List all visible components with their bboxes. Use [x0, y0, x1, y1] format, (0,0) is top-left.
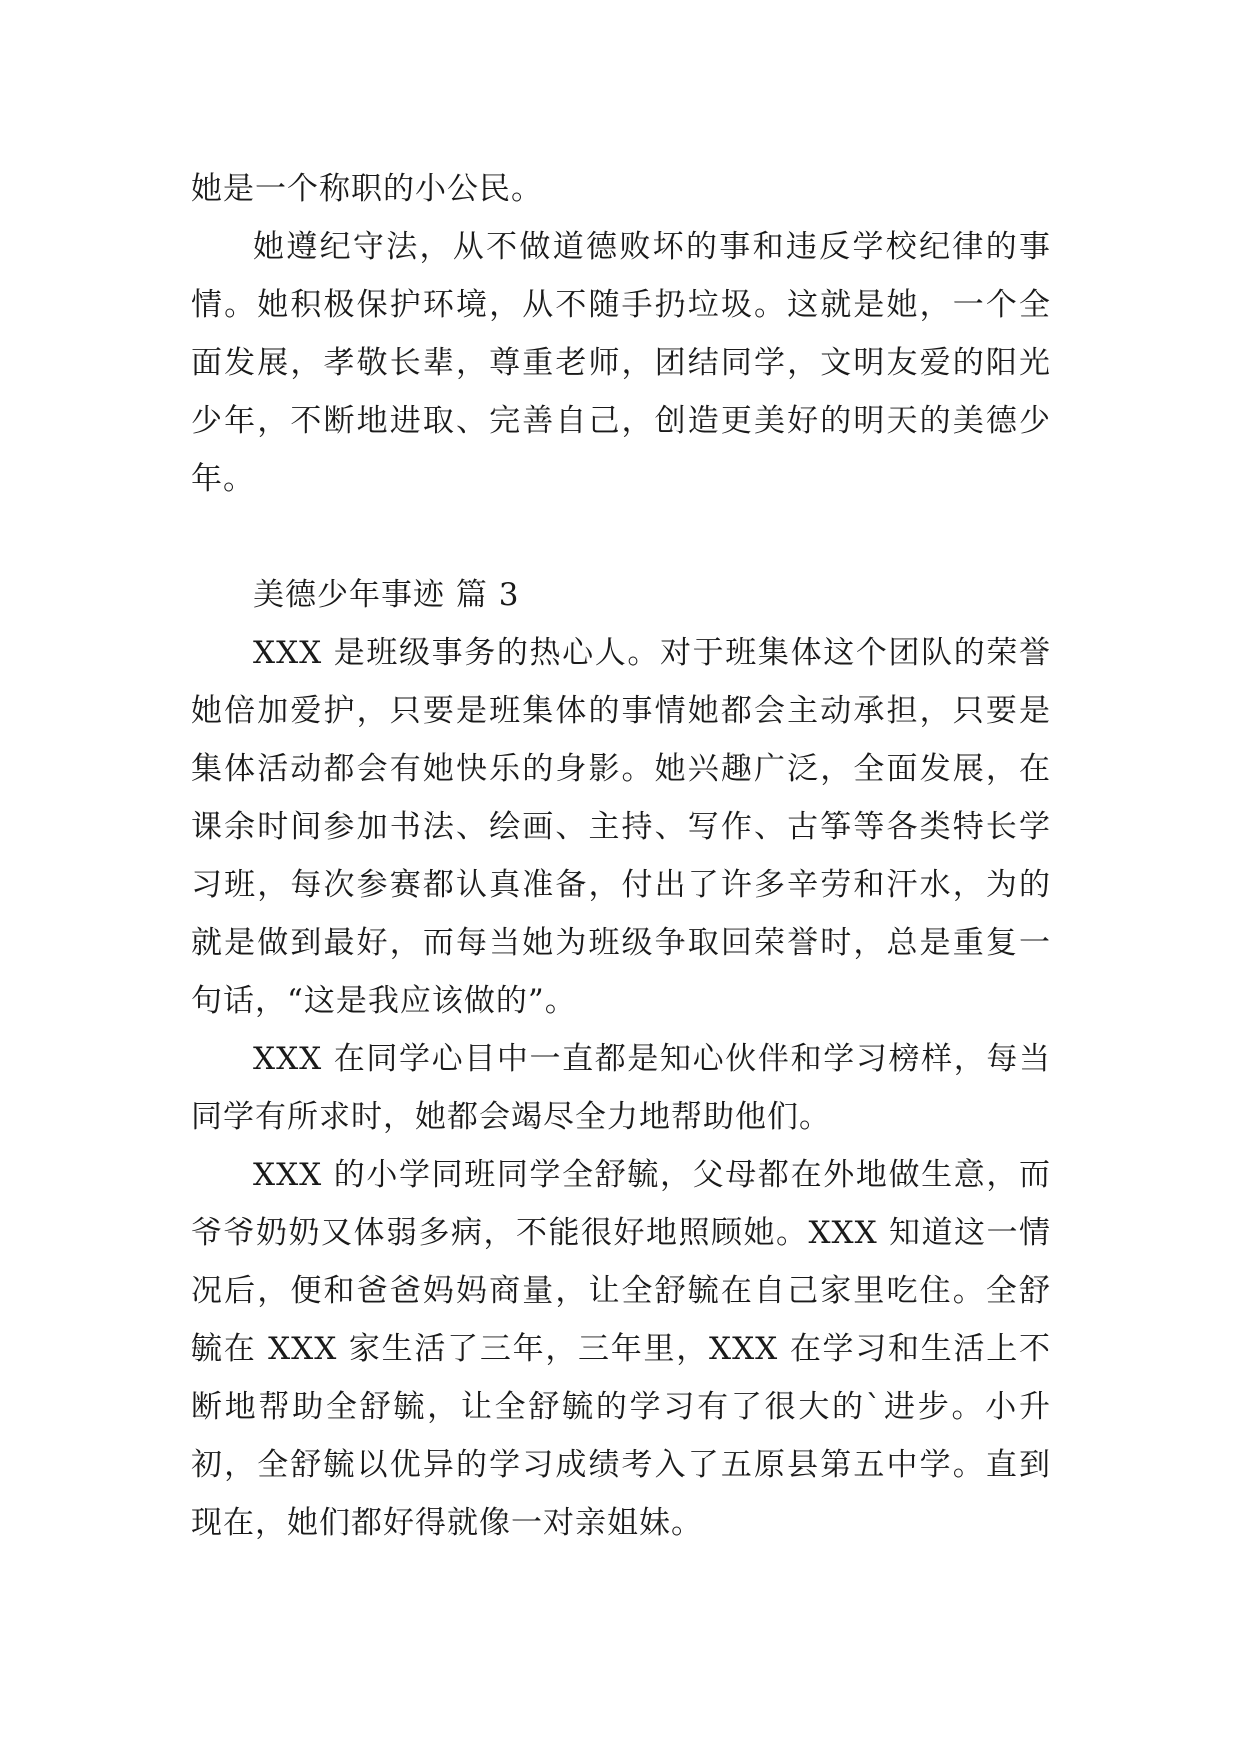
paragraph-4: XXX 的小学同班同学全舒毓，父母都在外地做生意，而爷爷奶奶又体弱多病，不能很好地照顾她。XXX 知道这一情况后，便和爸爸妈妈商量，让全舒毓在自己家里吃住。全舒毓在 XXX 家生活了三年，三年里，XXX 在学习和生活上不断地帮助全舒毓，让全舒毓的学习有了很大的`进步。小升初，全舒毓以优异的学习成绩考入了五原县第五中学。直到现在，她们都好得就像一对亲姐妹。: [191, 1157, 1051, 1541]
paragraph-3: XXX 在同学心目中一直都是知心伙伴和学习榜样，每当同学有所求时，她都会竭尽全力地帮助他们。: [191, 1041, 1051, 1135]
section-heading: 美德少年事迹 篇 3: [253, 577, 520, 613]
paragraph-2: XXX 是班级事务的热心人。对于班集体这个团队的荣誉她倍加爱护，只要是班集体的事情她都会主动承担，只要是集体活动都会有她快乐的身影。她兴趣广泛，全面发展，在课余时间参加书法、绘画、主持、写作、古筝等各类特长学习班，每次参赛都认真准备，付出了许多辛劳和汗水，为的就是做到最好，而每当她为班级争取回荣誉时，总是重复一句话，“这是我应该做的”。: [191, 635, 1051, 1019]
intro-line: 她是一个称职的小公民。: [191, 171, 543, 207]
paragraph-1: 她遵纪守法，从不做道德败坏的事和违反学校纪律的事情。她积极保护环境，从不随手扔垃圾。这就是她，一个全面发展，孝敬长辈，尊重老师，团结同学，文明友爱的阳光少年，不断地进取、完善自己，创造更美好的明天的美德少年。: [191, 229, 1051, 497]
document-body: [191, 160, 1051, 1552]
